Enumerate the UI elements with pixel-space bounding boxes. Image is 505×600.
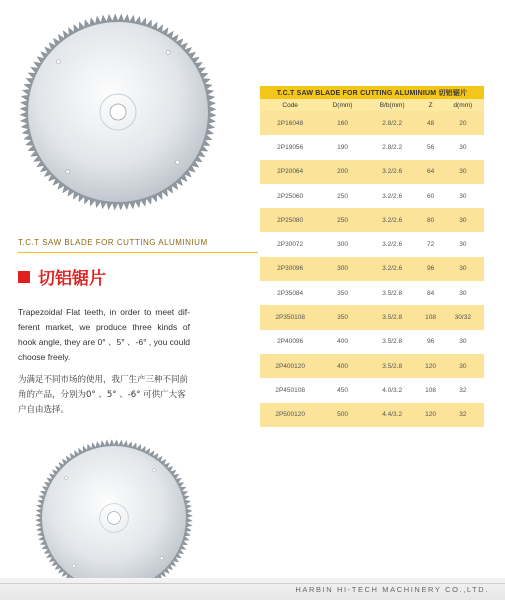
cell-diameter: 300: [320, 232, 364, 256]
cell-bore: 30: [442, 184, 484, 208]
cell-diameter: 190: [320, 135, 364, 159]
table-row: [260, 160, 484, 184]
cell-diameter: 250: [320, 184, 364, 208]
company-name: HARBIN HI-TECH MACHINERY CO.,LTD.: [295, 585, 489, 594]
title-divider: [18, 252, 258, 253]
table-row: [260, 354, 484, 378]
saw-blade-image-bottom: [34, 438, 194, 598]
footer-divider: [0, 583, 505, 584]
cell-code: 2P30096: [260, 257, 320, 281]
header-bore: d(mm): [442, 99, 484, 111]
table-caption: T.C.T SAW BLADE FOR CUTTING ALUMINIUM 切铝锯片: [260, 86, 484, 99]
cell-teeth: 72: [420, 232, 442, 256]
table-row: [260, 111, 484, 135]
table-row: [260, 232, 484, 256]
cell-bore: 30: [442, 135, 484, 159]
saw-blade-image-top: [18, 12, 218, 212]
cell-teeth: 48: [420, 111, 442, 135]
cell-thickness: 3.2/2.6: [365, 184, 420, 208]
cell-diameter: 400: [320, 330, 364, 354]
cell-teeth: 60: [420, 184, 442, 208]
cell-thickness: 2.8/2.2: [365, 111, 420, 135]
cell-code: 2P16048: [260, 111, 320, 135]
red-square-bullet: [18, 271, 30, 283]
cell-teeth: 120: [420, 403, 442, 427]
cell-thickness: 3.5/2.8: [365, 354, 420, 378]
cell-thickness: 4.4/3.2: [365, 403, 420, 427]
header-thickness: B/b(mm): [365, 99, 420, 111]
cell-diameter: 250: [320, 208, 364, 232]
table-row: [260, 403, 484, 427]
cell-code: 2P350108: [260, 305, 320, 329]
cell-diameter: 200: [320, 160, 364, 184]
cell-code: 2P400120: [260, 354, 320, 378]
cell-teeth: 80: [420, 208, 442, 232]
cell-code: 2P25060: [260, 184, 320, 208]
cell-thickness: 4.0/3.2: [365, 378, 420, 402]
cell-bore: 30: [442, 160, 484, 184]
table-body: [260, 111, 484, 427]
spec-table: [260, 86, 484, 427]
cell-bore: 32: [442, 378, 484, 402]
cell-bore: 30: [442, 281, 484, 305]
description-english: Trapezoidal Flat teeth, in order to meet dif- ferent market, we produce three kinds of hook angle, they are 0° 、5° 、-6° , you could choose freely.: [18, 307, 190, 362]
chinese-title-text: 切铝锯片: [38, 269, 106, 289]
table-row: [260, 135, 484, 159]
cell-bore: 32: [442, 403, 484, 427]
cell-bore: 30: [442, 208, 484, 232]
description-chinese: 为满足不同市场的使用，我厂生产三种不同前角的产品，分别为0° 、5° 、-6° 可供广大客户自由选择。: [18, 375, 189, 415]
cell-teeth: 120: [420, 354, 442, 378]
cell-code: 2P19056: [260, 135, 320, 159]
cell-code: 2P25080: [260, 208, 320, 232]
table-row: [260, 378, 484, 402]
cell-diameter: 160: [320, 111, 364, 135]
cell-diameter: 450: [320, 378, 364, 402]
cell-diameter: 400: [320, 354, 364, 378]
cell-thickness: 3.5/2.8: [365, 281, 420, 305]
cell-code: 2P500120: [260, 403, 320, 427]
cell-bore: 30: [442, 354, 484, 378]
header-diameter: D(mm): [320, 99, 364, 111]
cell-thickness: 3.2/2.6: [365, 160, 420, 184]
cell-thickness: 3.2/2.6: [365, 257, 420, 281]
cell-teeth: 56: [420, 135, 442, 159]
cell-diameter: 350: [320, 281, 364, 305]
cell-thickness: 2.8/2.2: [365, 135, 420, 159]
cell-diameter: 350: [320, 305, 364, 329]
cell-thickness: 3.5/2.8: [365, 305, 420, 329]
chinese-title: [18, 264, 106, 289]
header-teeth: Z: [420, 99, 442, 111]
cell-bore: 30: [442, 232, 484, 256]
header-code: Code: [260, 99, 320, 111]
table-row: [260, 208, 484, 232]
cell-thickness: 3.2/2.6: [365, 232, 420, 256]
cell-teeth: 96: [420, 330, 442, 354]
cell-diameter: 300: [320, 257, 364, 281]
cell-teeth: 64: [420, 160, 442, 184]
cell-code: 2P35084: [260, 281, 320, 305]
cell-teeth: 108: [420, 305, 442, 329]
table-row: [260, 281, 484, 305]
cell-bore: 20: [442, 111, 484, 135]
cell-code: 2P40096: [260, 330, 320, 354]
cell-thickness: 3.2/2.6: [365, 208, 420, 232]
table-row: [260, 184, 484, 208]
table-header-row: [260, 99, 484, 111]
cell-bore: 30: [442, 330, 484, 354]
table-row: [260, 305, 484, 329]
cell-bore: 30/32: [442, 305, 484, 329]
product-title: T.C.T SAW BLADE FOR CUTTING ALUMINIUM: [18, 238, 208, 247]
cell-teeth: 108: [420, 378, 442, 402]
cell-diameter: 500: [320, 403, 364, 427]
cell-code: 2P30072: [260, 232, 320, 256]
table-row: [260, 330, 484, 354]
cell-teeth: 96: [420, 257, 442, 281]
cell-teeth: 84: [420, 281, 442, 305]
cell-thickness: 3.5/2.8: [365, 330, 420, 354]
cell-code: 2P450108: [260, 378, 320, 402]
cell-bore: 30: [442, 257, 484, 281]
table-row: [260, 257, 484, 281]
cell-code: 2P20064: [260, 160, 320, 184]
